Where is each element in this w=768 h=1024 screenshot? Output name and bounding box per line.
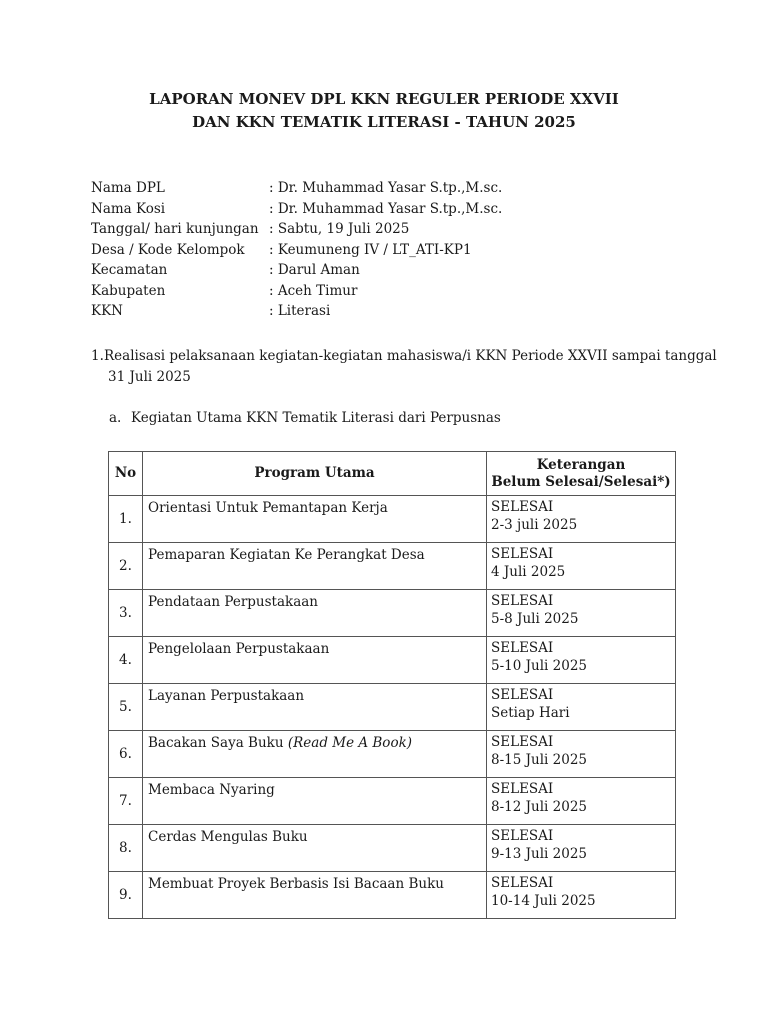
row-status: SELESAI: [491, 828, 554, 844]
table-row: [109, 637, 676, 684]
row-date: 4 Juli 2025: [491, 563, 566, 580]
row-date: 2-3 juli 2025: [491, 516, 578, 533]
section-text-line2: 31 Juli 2025: [108, 368, 191, 385]
info-value-kabupaten: : Aceh Timur: [269, 282, 358, 299]
table-row: [109, 496, 676, 543]
section-number: 1.: [91, 348, 104, 364]
info-value-nama-kosi: : Dr. Muhammad Yasar S.tp.,M.sc.: [269, 200, 503, 217]
info-label-nama-dpl: Nama DPL: [91, 180, 165, 196]
row-keterangan: [487, 684, 676, 731]
row-status: SELESAI: [491, 734, 554, 750]
header-keterangan-line2: Belum Selesai/Selesai*): [491, 473, 671, 490]
info-value-tanggal: : Sabtu, 19 Juli 2025: [269, 221, 410, 237]
row-number: 1.: [109, 496, 143, 543]
info-label-desa: Desa / Kode Kelompok: [91, 241, 245, 258]
table-row: [109, 731, 676, 778]
row-status: SELESAI: [491, 499, 554, 515]
row-number: 8.: [109, 825, 143, 872]
row-program-text: Pendataan Perpustakaan: [148, 594, 318, 610]
table-row: [109, 684, 676, 731]
row-keterangan: [487, 872, 676, 919]
row-status: SELESAI: [491, 546, 554, 562]
info-label-kkn: KKN: [91, 303, 123, 319]
row-program: [143, 496, 487, 543]
row-number: 2.: [109, 543, 143, 590]
activities-table: [108, 451, 676, 919]
row-status: SELESAI: [491, 875, 554, 891]
row-status: SELESAI: [491, 687, 554, 703]
header-program: Program Utama: [143, 452, 487, 496]
header-keterangan-line1: Keterangan: [536, 456, 626, 473]
info-value-nama-dpl: : Dr. Muhammad Yasar S.tp.,M.sc.: [269, 180, 503, 196]
info-label-tanggal: Tanggal/ hari kunjungan: [91, 221, 259, 237]
row-program: [143, 778, 487, 825]
info-label-kecamatan: Kecamatan: [91, 262, 168, 278]
row-number: 5.: [109, 684, 143, 731]
subsection-text: Kegiatan Utama KKN Tematik Literasi dari Perpusnas: [131, 410, 501, 426]
row-number: 4.: [109, 637, 143, 684]
row-program-text: Layanan Perpustakaan: [148, 688, 305, 704]
row-number: 3.: [109, 590, 143, 637]
row-program-text: Pengelolaan Perpustakaan: [148, 641, 330, 657]
row-keterangan: [487, 496, 676, 543]
table-header-row: [109, 452, 676, 496]
section-text-line1: Realisasi pelaksanaan kegiatan-kegiatan mahasiswa/i KKN Periode XXVII sampai tanggal: [104, 348, 717, 364]
info-label-kabupaten: Kabupaten: [91, 282, 166, 299]
table-row: [109, 872, 676, 919]
row-status: SELESAI: [491, 640, 554, 656]
row-keterangan: [487, 637, 676, 684]
row-keterangan: [487, 543, 676, 590]
row-date: 8-12 Juli 2025: [491, 798, 588, 815]
row-number: 6.: [109, 731, 143, 778]
row-program: [143, 872, 487, 919]
row-keterangan: [487, 778, 676, 825]
row-date: 9-13 Juli 2025: [491, 845, 588, 862]
row-number: 7.: [109, 778, 143, 825]
table-row: [109, 778, 676, 825]
row-program-text: Cerdas Mengulas Buku: [148, 829, 308, 845]
row-date: 5-10 Juli 2025: [491, 657, 588, 674]
info-value-kecamatan: : Darul Aman: [269, 262, 360, 278]
document-title-line2: DAN KKN TEMATIK LITERASI - TAHUN 2025: [192, 113, 576, 131]
row-status: SELESAI: [491, 593, 554, 609]
document-title-line1: LAPORAN MONEV DPL KKN REGULER PERIODE XXVII: [149, 90, 619, 108]
row-number: 9.: [109, 872, 143, 919]
row-keterangan: [487, 731, 676, 778]
info-value-kkn: : Literasi: [269, 303, 331, 319]
row-program: [143, 684, 487, 731]
subsection-letter: a.: [109, 410, 122, 426]
row-program: [143, 731, 487, 778]
table-row: [109, 543, 676, 590]
row-program-text: Membuat Proyek Berbasis Isi Bacaan Buku: [148, 876, 444, 892]
row-keterangan: [487, 590, 676, 637]
row-keterangan: [487, 825, 676, 872]
row-date: 10-14 Juli 2025: [491, 892, 596, 909]
info-label-nama-kosi: Nama Kosi: [91, 200, 166, 217]
row-program-text: Membaca Nyaring: [148, 782, 275, 798]
row-program-italic-text: (Read Me A Book): [287, 735, 413, 751]
row-program: [143, 543, 487, 590]
header-keterangan: [487, 452, 676, 496]
row-program-text: Bacakan Saya Buku: [148, 735, 288, 751]
row-program: [143, 825, 487, 872]
info-value-desa: : Keumuneng IV / LT_ATI-KP1: [269, 241, 472, 258]
row-date: Setiap Hari: [491, 704, 570, 721]
row-date: 8-15 Juli 2025: [491, 751, 588, 768]
row-date: 5-8 Juli 2025: [491, 610, 579, 627]
row-program: [143, 590, 487, 637]
table-row: [109, 590, 676, 637]
row-status: SELESAI: [491, 781, 554, 797]
table-row: [109, 825, 676, 872]
header-no: No: [109, 452, 143, 496]
row-program-text: Pemaparan Kegiatan Ke Perangkat Desa: [148, 547, 425, 563]
row-program: [143, 637, 487, 684]
row-program-text: Orientasi Untuk Pemantapan Kerja: [148, 500, 388, 516]
